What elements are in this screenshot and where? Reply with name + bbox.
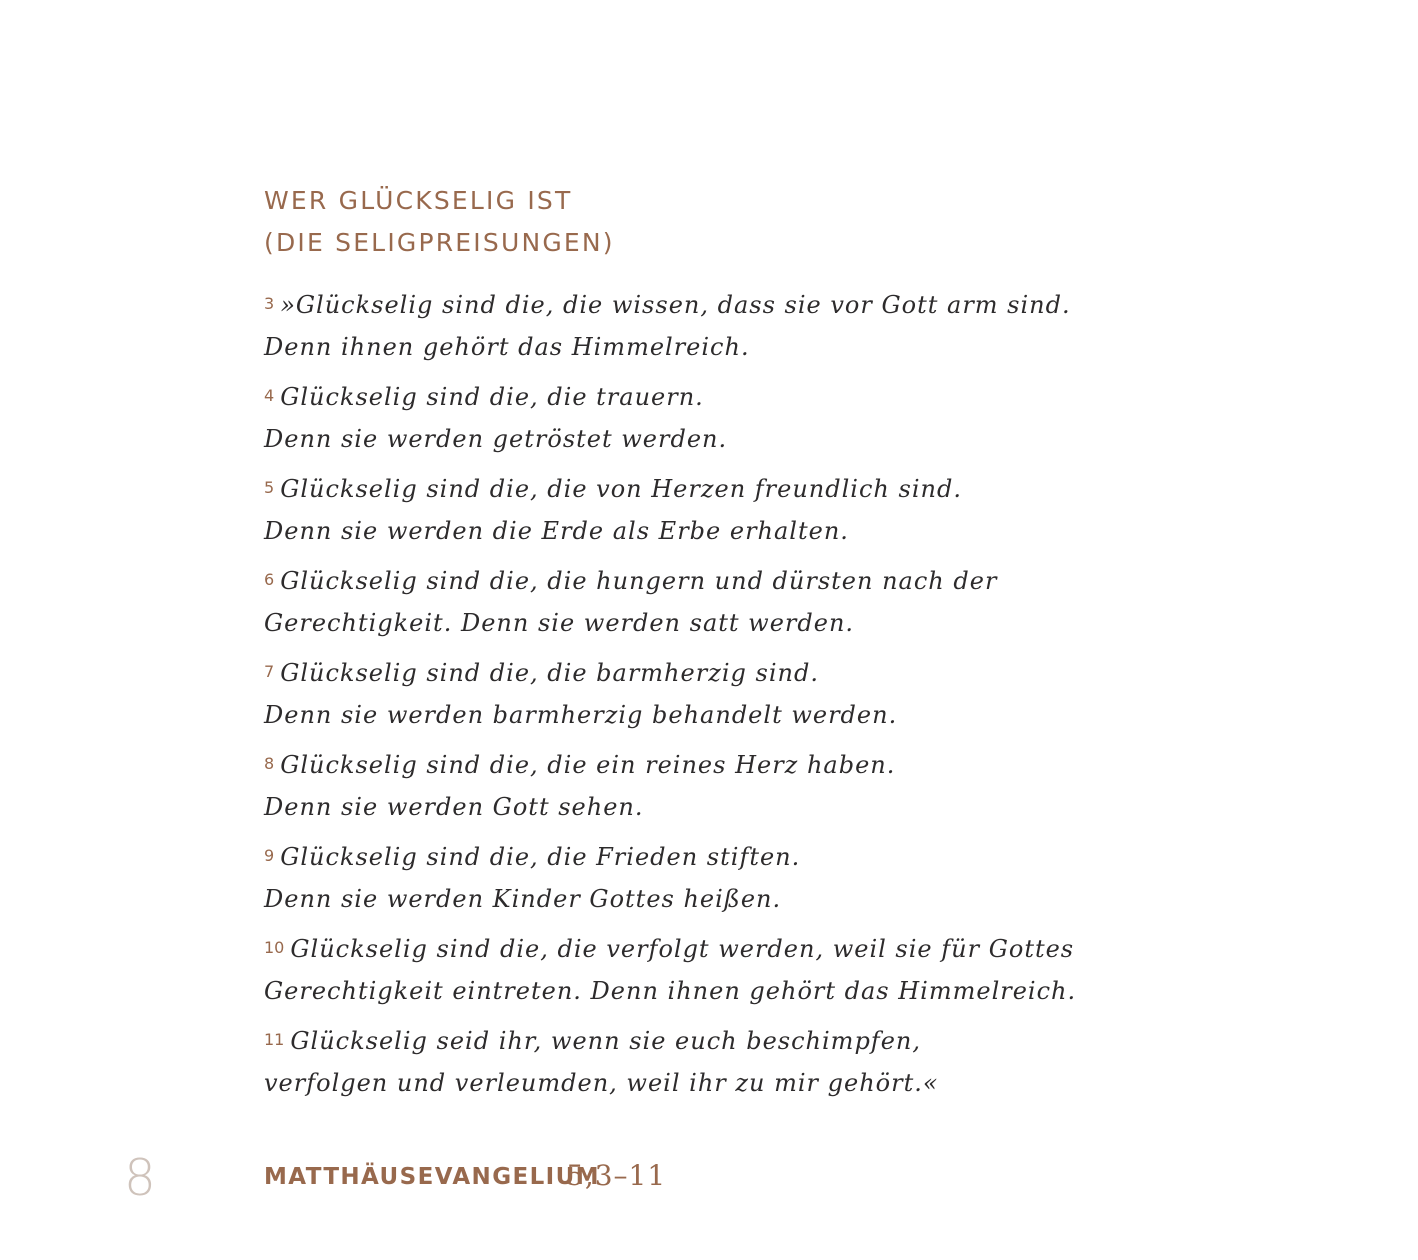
verse-text: Glückselig sind die, die barmherzig sind. <box>280 659 819 687</box>
verse-number: 6 <box>264 570 275 589</box>
verse-text: Glückselig sind die, die verfolgt werden, weil sie für Gottes <box>290 935 1075 963</box>
verse-text: Denn sie werden Kinder Gottes heißen. <box>264 885 782 913</box>
verse-text: »Glückselig sind die, die wissen, dass sie vor Gott arm sind. <box>280 291 1071 319</box>
verse-text: Denn sie werden Gott sehen. <box>264 793 644 821</box>
verse-line <box>264 835 1064 878</box>
heading-line-1: WER GLÜCKSELIG IST <box>264 186 573 215</box>
section-heading <box>264 180 615 264</box>
verse-text: Glückselig seid ihr, wenn sie euch beschimpfen, <box>290 1027 921 1055</box>
verse-11 <box>264 1019 1064 1104</box>
verse-line <box>264 743 1064 786</box>
verse-number: 4 <box>264 386 275 405</box>
verse-text: Gerechtigkeit. Denn sie werden satt werden. <box>264 609 855 637</box>
verse-number: 8 <box>264 754 275 773</box>
verse-text: Gerechtigkeit eintreten. Denn ihnen gehört das Himmelreich. <box>264 977 1077 1005</box>
verse-number: 10 <box>264 938 285 957</box>
verse-list <box>264 283 1077 1111</box>
verse-line <box>264 559 1064 602</box>
verse-line <box>264 927 1075 970</box>
verse-line <box>264 283 1071 326</box>
verse-6 <box>264 559 1064 644</box>
verse-line <box>264 375 1064 418</box>
verse-text: Denn sie werden die Erde als Erbe erhalten. <box>264 517 849 545</box>
verse-text: Glückselig sind die, die hungern und dürsten nach der <box>280 567 998 595</box>
verse-5 <box>264 467 1064 552</box>
verse-text: Glückselig sind die, die Frieden stiften. <box>280 843 801 871</box>
page-number: 8 <box>124 1149 156 1207</box>
heading-line-2: (DIE SELIGPREISUNGEN) <box>264 228 615 257</box>
verse-text: Denn sie werden getröstet werden. <box>264 425 728 453</box>
chapter-reference: 5,3–11 <box>566 1159 667 1192</box>
verse-number: 11 <box>264 1030 285 1049</box>
verse-9 <box>264 835 1064 920</box>
verse-number: 3 <box>264 294 275 313</box>
verse-number: 9 <box>264 846 275 865</box>
verse-10 <box>264 927 1077 1012</box>
verse-text: Glückselig sind die, die trauern. <box>280 383 704 411</box>
verse-number: 5 <box>264 478 275 497</box>
verse-7 <box>264 651 1064 736</box>
verse-text: verfolgen und verleumden, weil ihr zu mir gehört.« <box>264 1069 939 1097</box>
verse-text: Glückselig sind die, die von Herzen freundlich sind. <box>280 475 962 503</box>
verse-text: Denn sie werden barmherzig behandelt werden. <box>264 701 898 729</box>
verse-line <box>264 1019 1064 1062</box>
verse-line <box>264 467 1064 510</box>
book-title: MATTHÄUSEVANGELIUM <box>264 1164 600 1190</box>
verse-8 <box>264 743 1064 828</box>
verse-3 <box>264 283 1071 368</box>
verse-number: 7 <box>264 662 275 681</box>
verse-text: Glückselig sind die, die ein reines Herz haben. <box>280 751 896 779</box>
verse-4 <box>264 375 1064 460</box>
verse-text: Denn ihnen gehört das Himmelreich. <box>264 333 750 361</box>
verse-line <box>264 651 1064 694</box>
